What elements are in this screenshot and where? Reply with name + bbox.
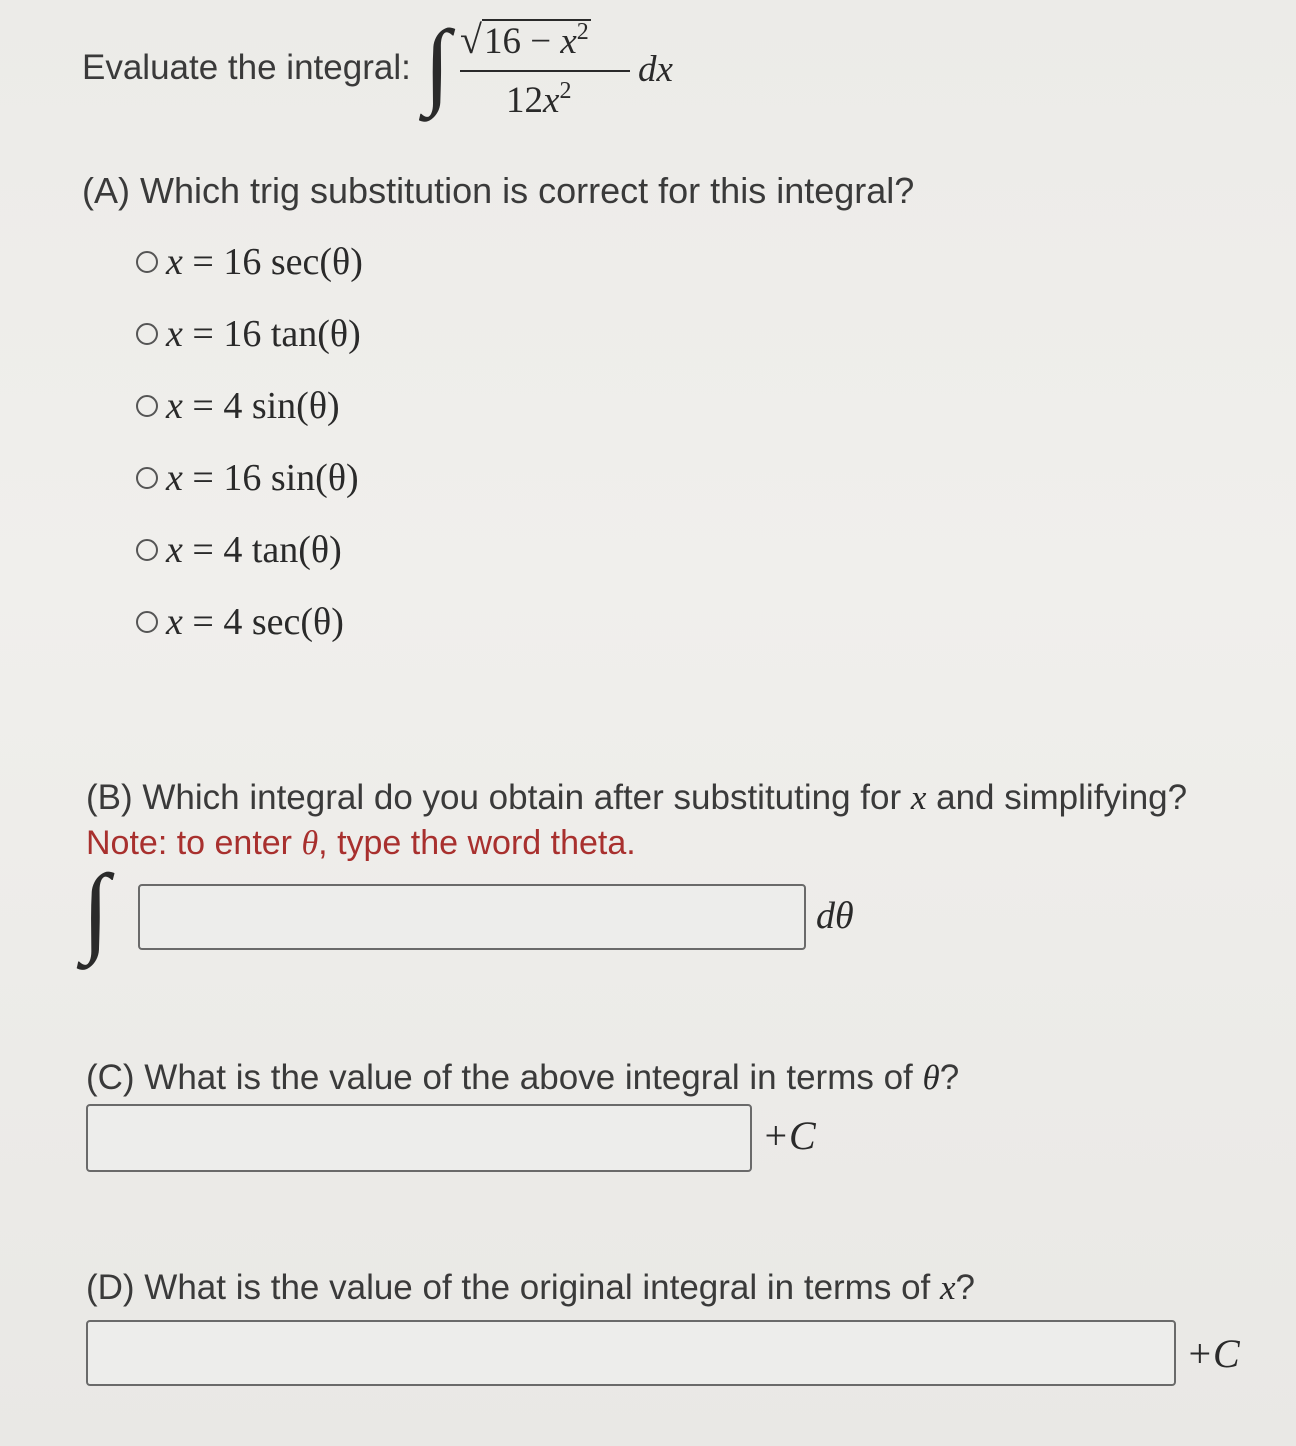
denominator-coefficient: 12	[506, 80, 543, 121]
partB-note	[86, 824, 636, 863]
option-lhs: x	[166, 457, 183, 499]
equals-sign: =	[192, 313, 214, 355]
integral-sign: ∫	[424, 10, 451, 117]
option-4[interactable]	[136, 456, 359, 500]
radicand-variable: x	[560, 21, 577, 62]
partD-plus-c: +C	[1186, 1331, 1240, 1376]
partB-question	[86, 778, 1187, 818]
option-3[interactable]	[136, 384, 340, 428]
option-rhs: 4 sin(θ)	[223, 385, 340, 427]
option-rhs: 16 sin(θ)	[223, 457, 359, 499]
partD-question-text: (D) What is the value of the original integral in terms of	[86, 1268, 940, 1307]
option-1[interactable]	[136, 240, 363, 284]
note-text-end: , type the word theta.	[318, 824, 636, 862]
note-text: Note: to enter	[86, 824, 302, 862]
radicand-constant: 16	[483, 21, 521, 62]
equals-sign: =	[192, 457, 214, 499]
radio-button[interactable]	[136, 251, 158, 273]
option-rhs: 4 sec(θ)	[223, 601, 344, 643]
note-theta: θ	[301, 825, 319, 862]
partB-answer-input[interactable]	[138, 884, 806, 950]
partC-question-text: (C) What is the value of the above integral in terms of	[86, 1058, 923, 1097]
option-6[interactable]	[136, 600, 344, 644]
partD-answer-input[interactable]	[86, 1320, 1176, 1386]
option-5[interactable]	[136, 528, 342, 572]
radio-button[interactable]	[136, 539, 158, 561]
equals-sign: =	[192, 529, 214, 571]
radicand	[482, 19, 591, 62]
option-lhs: x	[166, 241, 183, 283]
partC-question-text-end: ?	[939, 1058, 960, 1097]
radio-button[interactable]	[136, 395, 158, 417]
partC-answer-input[interactable]	[86, 1104, 752, 1172]
radicand-exponent: 2	[576, 19, 589, 45]
partB-integral-sign: ∫	[82, 854, 110, 965]
partC-plus-c: +C	[762, 1113, 816, 1158]
option-rhs: 16 tan(θ)	[223, 313, 361, 355]
partB-question-variable: x	[910, 778, 927, 817]
partB-question-text: (B) Which integral do you obtain after substituting for	[86, 778, 911, 817]
denominator-exponent: 2	[559, 78, 572, 104]
partB-question-text-end: and simplifying?	[926, 778, 1188, 817]
partD-question-text-end: ?	[955, 1268, 975, 1307]
fraction-denominator	[506, 78, 571, 122]
option-rhs: 16 sec(θ)	[223, 241, 363, 283]
denominator-variable: x	[543, 80, 560, 121]
partC-question	[86, 1058, 959, 1098]
partB-dtheta: dθ	[816, 895, 854, 937]
radio-button[interactable]	[136, 467, 158, 489]
option-rhs: 4 tan(θ)	[223, 529, 342, 571]
minus-sign: −	[530, 21, 552, 62]
partC-question-theta: θ	[922, 1058, 940, 1097]
option-lhs: x	[166, 385, 183, 427]
option-lhs: x	[166, 313, 183, 355]
partA-question: (A) Which trig substitution is correct for this integral?	[82, 170, 915, 211]
partD-question	[86, 1268, 975, 1308]
differential-dx: dx	[638, 49, 673, 90]
radio-button[interactable]	[136, 323, 158, 345]
fraction-numerator	[460, 16, 591, 63]
radio-button[interactable]	[136, 611, 158, 633]
option-lhs: x	[166, 529, 183, 571]
equals-sign: =	[192, 385, 214, 427]
problem-label: Evaluate the integral:	[82, 48, 411, 87]
option-2[interactable]	[136, 312, 361, 356]
partD-question-variable: x	[939, 1268, 956, 1307]
fraction-bar	[460, 70, 630, 72]
equals-sign: =	[192, 241, 214, 283]
equals-sign: =	[192, 601, 214, 643]
sqrt-symbol: √	[460, 17, 482, 62]
option-lhs: x	[166, 601, 183, 643]
